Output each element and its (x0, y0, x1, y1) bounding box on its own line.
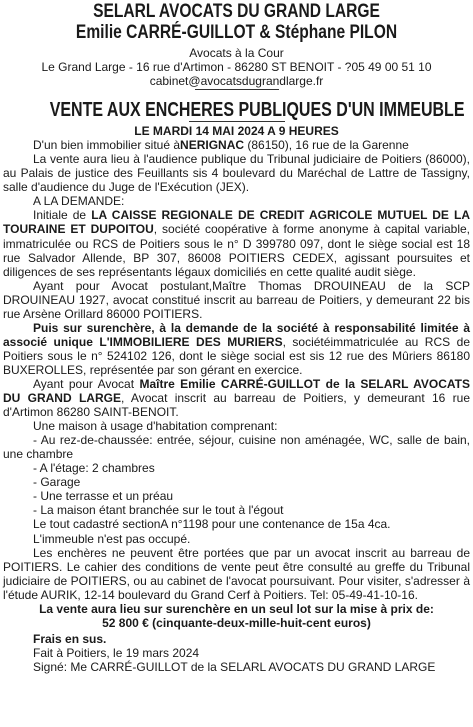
description-item: - Garage (33, 475, 81, 490)
occupancy-line: L'immeuble n'est pas occupé. (33, 531, 191, 546)
fees-text: Frais en sus. (33, 631, 107, 646)
bids-paragraph: Les enchères ne peuvent être portées que par un avocat inscrit au barreau de POITIERS. Le cahier des conditions de vente peut être consulté au greffe du Tribunal judiciaire de POITIERS, ou au cabinet de l'avocat poursuivant. Pour visiter, s'adresser à l'étude AURIK, 12-14 boulevard du Grand Cerf à Poitiers. Tel: 05-49-41-10-16. (3, 545, 470, 602)
signature-line: Signé: Me CARRÉ-GUILLOT de la SELARL AVOCATS DU GRAND LARGE (33, 659, 436, 674)
description-ground-floor: - Au rez-de-chaussée: entrée, séjour, cuisine non aménagée, WC, salle de bain, une chambre (3, 433, 470, 462)
notice-title: VENTE AUX ENCHERES PUBLIQUES D'UN IMMEUBLE (49, 99, 465, 122)
demand-label: A LA DEMANDE: (33, 194, 125, 209)
property-town: NERIGNAC (180, 138, 245, 153)
description-item: - Une terrasse et un préau (33, 489, 174, 504)
firm-email: cabinet@avocatsdugrandlarge.fr (149, 74, 324, 89)
surenchere-party: Puis sur surenchère, à la demande de la société à responsabilité limitée à associé unique L'IMMOBILIERE DES MURIERS (3, 320, 470, 349)
first-counsel-paragraph: Ayant pour Avocat postulant,Maître Thomas DROUINEAU de la SCP DROUINEAU 1927, avocat constitué inscrit au barreau de Poitiers, y demeurant 22 bis rue Arsène Orillard 86000 POITIERS. (3, 278, 470, 321)
signed-at-line: Fait à Poitiers, le 19 mars 2024 (33, 645, 200, 660)
surenchere-paragraph (3, 321, 470, 377)
property-rest: (86150), 16 rue de la Garenne (244, 138, 409, 153)
title-divider (189, 121, 285, 122)
fees-line (3, 632, 470, 646)
creditor-details: , société coopérative à forme anonyme à capital variable, immatriculée ou RCS de Poitiers sous le n° D 399780 097, dont le siège social est 18 rue Salvador Allende, BP 307, 86008 POITIERS CEDEX, agissant poursuites et diligences de ses représentants légaux domiciliés en cette qualité audit siège. (3, 222, 471, 279)
second-counsel-prefix: Ayant pour Avocat (33, 376, 140, 391)
price-intro (3, 602, 470, 616)
second-counsel-paragraph (3, 377, 470, 419)
court-label: Avocats à la Cour (189, 46, 284, 60)
price-intro-text: La vente aura lieu sur surenchère en un seul lot sur la mise à prix de: (39, 601, 434, 616)
property-line (3, 138, 470, 152)
hearing-paragraph: La vente aura lieu à l'audience publique du Tribunal judiciaire de Poitiers (86000), au Palais de justice des Feuillants sis 4 boulevard du Maréchal de Lattre de Tassigny, salle d'audience du Juge de l'Exécution (JEX). (3, 152, 470, 195)
firm-address: Le Grand Large - 16 rue d'Artimon - 86280 ST BENOIT - ?05 49 00 51 10 (41, 60, 432, 75)
creditor-prefix: Initiale de (33, 208, 92, 223)
sale-date (3, 124, 470, 138)
description-item: - A l'étage: 2 chambres (33, 461, 155, 476)
header-divider (195, 89, 279, 90)
lawyer-names: Emilie CARRÉ-GUILLOT & Stéphane PILON (75, 22, 398, 43)
surenchere-details: , sociétéimmatriculée au RCS de Poitiers sous le n° 524102 126, dont le siège social est sis 12 rue des Mûriers 86180 BUXEROLLES, représentée par son gérant en exercice. (3, 334, 470, 377)
property-prefix: D'un bien immobilier situé à (33, 138, 181, 153)
sale-date-text: LE MARDI 14 MAI 2024 A 9 HEURES (134, 124, 339, 139)
firm-name: SELARL AVOCATS DU GRAND LARGE (93, 1, 380, 22)
price-amount-text: 52 800 € (cinquante-deux-mille-huit-cent euros) (102, 615, 371, 630)
description-item: - La maison étant branchée sur le tout à l'égout (33, 503, 284, 518)
cadastre-line: Le tout cadastré sectionA n°1198 pour une contenance de 15a 4ca. (33, 517, 391, 532)
price-amount (3, 616, 470, 630)
second-counsel-details: , Avocat inscrit au barreau de Poitiers, y demeurant 16 rue d'Artimon 86280 SAINT-BENOIT. (3, 391, 470, 420)
creditor-name: LA CAISSE REGIONALE DE CREDIT AGRICOLE MUTUEL DE LA TOURAINE ET DUPOITOU (3, 208, 471, 237)
creditor-paragraph (3, 208, 470, 278)
description-intro: Une maison à usage d'habitation comprenant: (33, 419, 278, 434)
second-counsel-name: Maître Emilie CARRÉ-GUILLOT de la SELARL AVOCATS DU GRAND LARGE (3, 376, 471, 406)
